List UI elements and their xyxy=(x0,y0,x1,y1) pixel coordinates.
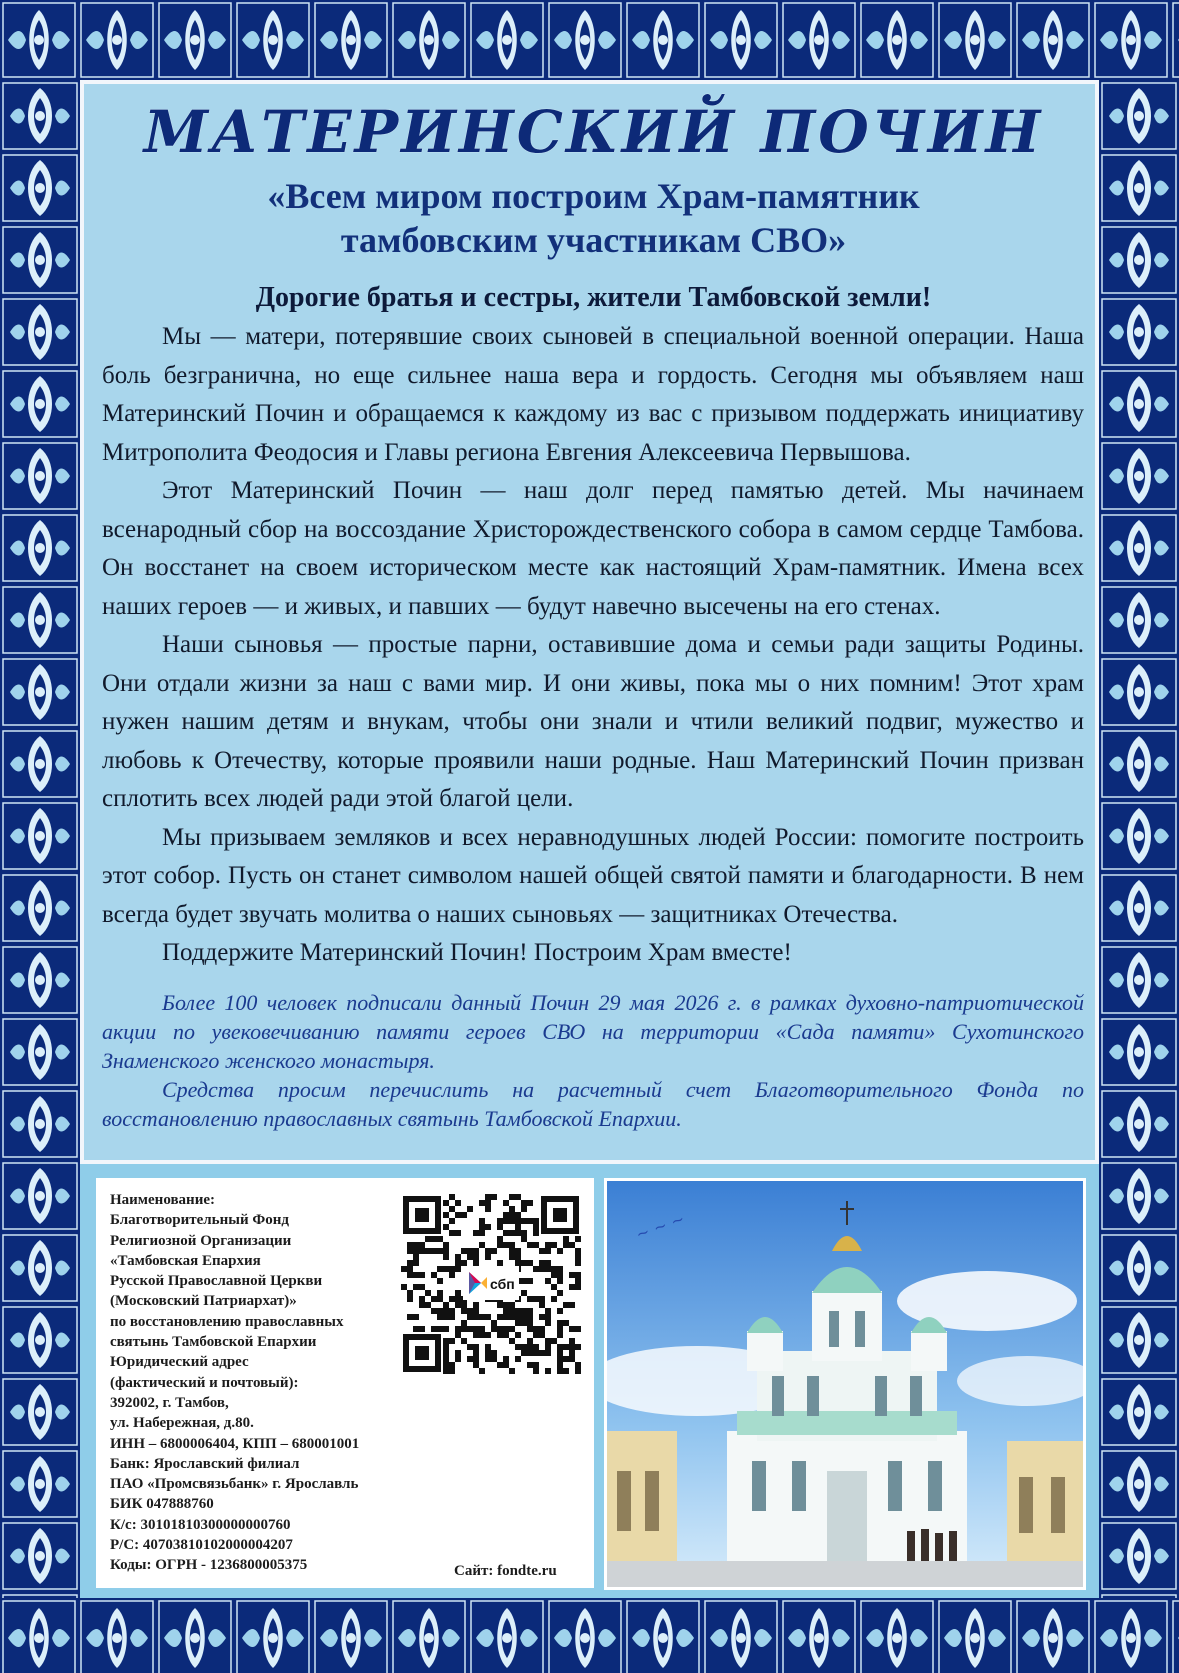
note-paragraph: Более 100 человек подписали данный Почин 29 мая 2026 г. в рамках духовно-патриотической акции по увековечиванию памяти героев СВО на территории «Сада памяти» Сухотинского Знаменского женского монастыря. xyxy=(102,990,1084,1073)
ornament-border-top xyxy=(0,0,1179,80)
paragraph: Мы призываем земляков и всех неравнодушных людей России: помогите построить этот собор. Пусть он станет символом нашей общей святой памяти и благодарности. В нем всегда будет звучать молитва о наших сыновьях — защитниках Отечества. xyxy=(102,823,1084,928)
requisite-line: БИК 047888760 xyxy=(110,1496,214,1513)
bank-details-card xyxy=(96,1178,594,1588)
paragraph: Поддержите Материнский Почин! Построим Храм вместе! xyxy=(162,939,792,966)
ornament-border-right xyxy=(1099,80,1179,1598)
requisite-line: Юридический адрес xyxy=(110,1354,249,1371)
poster-title: МАТЕРИНСКИЙ ПОЧИН xyxy=(143,98,1044,166)
requisite-line: святынь Тамбовской Епархии xyxy=(110,1334,317,1351)
requisite-line: Банк: Ярославский филиал xyxy=(110,1455,300,1472)
requisite-line: ПАО «Промсвязьбанк» г. Ярославль xyxy=(110,1476,359,1493)
bank-details-text xyxy=(110,1190,400,1576)
requisite-line: Коды: ОГРН - 1236800005375 xyxy=(110,1557,308,1574)
requisite-line: 392002, г. Тамбов, xyxy=(110,1394,229,1411)
poster-subtitle xyxy=(84,174,1103,262)
requisite-line: Религиозной Организации xyxy=(110,1232,292,1249)
cathedral-illustration xyxy=(607,1181,1083,1587)
paragraph: Этот Материнский Почин — наш долг перед памятью детей. Мы начинаем всенародный сбор на воссоздание Христорождественского собора в самом сердце Тамбова. Он восстанет на своем историческом месте как настоящий Храм-памятник. Имена всех наших героев — и живых, и павших — будут навечно высечены на его стенах. xyxy=(102,477,1084,620)
requisite-line: Р/С: 40703810102000004207 xyxy=(110,1537,293,1554)
requisite-line: ИНН – 6800006404, КПП – 680001001 xyxy=(110,1435,360,1452)
requisite-line: Наименование: xyxy=(110,1192,215,1208)
bottom-section xyxy=(80,1164,1099,1598)
cathedral-photo xyxy=(604,1178,1086,1590)
greeting-heading: Дорогие братья и сестры, жители Тамбовской земли! xyxy=(255,282,932,313)
sbp-label: сбп xyxy=(490,1276,515,1292)
handwritten-signature-icon: ~ ~ ~ xyxy=(633,1208,688,1245)
requisite-line: «Тамбовская Епархия xyxy=(110,1252,261,1269)
requisite-line: (Московский Патриархат)» xyxy=(110,1293,297,1310)
paragraph: Наши сыновья — простые парни, оставившие дома и семьи ради защиты Родины. Они отдали жизни за наш с вами мир. И они живы, пока мы о них помним! Этот храм нужен нашим детям и внукам, чтобы они знали и чтили великий подвиг, мужество и любовь к Отечеству, которые проявили наши родные. Наш Материнский Почин призван сплотить всех людей ради этой благой цели. xyxy=(102,631,1084,812)
paragraph: Мы — матери, потерявшие своих сыновей в специальной военной операции. Наша боль безгранична, но еще сильнее наша вера и гордость. Сегодня мы объявляем наш Материнский Почин и обращаемся к каждому из вас с призывом поддержать инициативу Митрополита Феодосия и Главы региона Евгения Алексеевича Первышова. xyxy=(102,323,1084,466)
site-address: Сайт: fondte.ru xyxy=(454,1563,557,1579)
note-paragraph: Средства просим перечислить на расчетный счет Благотворительного Фонда по восстановлению православных святынь Тамбовской Епархии. xyxy=(102,1077,1084,1131)
main-panel xyxy=(80,80,1099,1164)
subtitle-line-2: тамбовским участникам СВО» xyxy=(340,220,847,260)
ornament-border-left xyxy=(0,80,80,1598)
requisite-line: ул. Набережная, д.80. xyxy=(110,1415,254,1432)
requisite-line: Благотворительный Фонд xyxy=(110,1212,289,1229)
requisite-line: Русской Православной Церкви xyxy=(110,1273,323,1290)
requisite-line: по восстановлению православных xyxy=(110,1313,344,1330)
appeal-text xyxy=(102,318,1084,973)
requisite-line: (фактический и почтовый): xyxy=(110,1374,299,1391)
subtitle-line-1: «Всем миром построим Храм-памятник xyxy=(267,176,920,216)
signing-notes xyxy=(102,988,1084,1133)
ornament-border-bottom xyxy=(0,1598,1179,1673)
requisite-line: К/с: 30101810300000000760 xyxy=(110,1516,291,1533)
qr-code[interactable] xyxy=(401,1194,581,1374)
